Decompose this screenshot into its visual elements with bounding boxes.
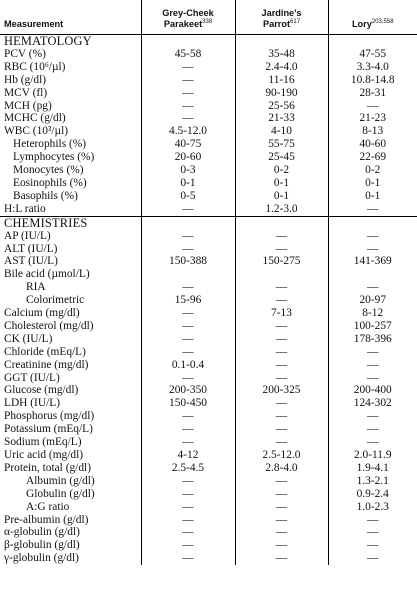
lory-value: —: [328, 100, 417, 113]
jardines-parrot-value: 21-33: [235, 112, 328, 125]
table-row: [0, 552, 417, 565]
grey-cheek-parakeet-value: —: [141, 320, 235, 333]
measurement-label: Colorimetric: [26, 294, 85, 307]
jardines-parrot-value: —: [235, 372, 328, 385]
jardines-parrot-value: 90-190: [235, 87, 328, 100]
lory-value: 2.0-11.9: [328, 449, 417, 462]
jardines-parrot-column-header: [235, 0, 328, 35]
table-row: [0, 397, 417, 410]
grey-cheek-parakeet-value: 0-3: [141, 164, 235, 177]
lory-header-name: Lory: [351, 19, 372, 29]
grey-cheek-parakeet-value: —: [141, 74, 235, 87]
jardines-parrot-value: —: [235, 423, 328, 436]
measurement-label: RBC (10⁶/µl): [4, 60, 66, 73]
lory-value: —: [328, 552, 417, 565]
table-row: [0, 436, 417, 449]
jardines-parrot-value: 0-1: [235, 177, 328, 190]
table-row: [0, 87, 417, 100]
jardines-parrot-value: 1.2-3.0: [235, 203, 328, 216]
table-row: [0, 475, 417, 488]
lory-value: 47-55: [328, 48, 417, 61]
grey-cheek-parakeet-value: —: [141, 539, 235, 552]
measurement-label: Bile acid (µmol/L): [4, 268, 90, 281]
table-row: [0, 177, 417, 190]
measurement-label: Calcium (mg/dl): [4, 307, 80, 320]
lory-column-header: [328, 0, 417, 35]
jardines-parrot-value: —: [235, 475, 328, 488]
jardines-parrot-value: —: [235, 320, 328, 333]
measurement-label: Protein, total (g/dl): [4, 461, 91, 474]
grey-cheek-parakeet-value: 150-450: [141, 397, 235, 410]
grey-cheek-parakeet-value: —: [141, 488, 235, 501]
grey-cheek-parakeet-value: —: [141, 87, 235, 100]
lory-value: —: [328, 281, 417, 294]
lory-value: —: [328, 372, 417, 385]
measurement-label: Albumin (g/dl): [26, 474, 95, 487]
measurement-label: Eosinophils (%): [13, 176, 87, 189]
jardines-parrot-value: —: [235, 436, 328, 449]
jardines-parrot-value: 4-10: [235, 125, 328, 138]
hematology-section-title: HEMATOLOGY: [4, 34, 92, 48]
jardines-parrot-value: 2.8-4.0: [235, 462, 328, 475]
table-row: [0, 488, 417, 501]
jardines-parrot-value: 25-56: [235, 100, 328, 113]
grey-cheek-parakeet-value: —: [141, 372, 235, 385]
grey-cheek-parakeet-value: —: [141, 475, 235, 488]
measurement-label: MCV (fl): [4, 86, 48, 99]
lory-value: —: [328, 514, 417, 527]
table-row: [0, 203, 417, 216]
jardines-parrot-value: 0-1: [235, 190, 328, 203]
grey-cheek-reference: 338: [202, 18, 213, 25]
measurement-label: H:L ratio: [4, 202, 46, 215]
lory-value: 8-13: [328, 125, 417, 138]
grey-cheek-parakeet-value: 4-12: [141, 449, 235, 462]
jardines-reference: 617: [290, 18, 301, 25]
table-row: [0, 294, 417, 307]
measurement-label: Phosphorus (mg/dl): [4, 410, 95, 423]
measurement-label: Sodium (mEq/L): [4, 436, 82, 449]
measurement-label: Heterophils (%): [13, 138, 87, 151]
jardines-parrot-value: 2.5-12.0: [235, 449, 328, 462]
table-row: [0, 164, 417, 177]
grey-cheek-parakeet-value: —: [141, 230, 235, 243]
grey-cheek-parakeet-value: 2.5-4.5: [141, 462, 235, 475]
lory-value: 0.9-2.4: [328, 488, 417, 501]
grey-cheek-parakeet-value: 0-5: [141, 190, 235, 203]
grey-cheek-parakeet-value: —: [141, 307, 235, 320]
table-row: [0, 384, 417, 397]
table-row: [0, 230, 417, 243]
jardines-parrot-value: —: [235, 346, 328, 359]
lory-value: [328, 268, 417, 281]
lory-value: 40-60: [328, 138, 417, 151]
jardines-parrot-value: —: [235, 243, 328, 256]
lory-value: 0-1: [328, 177, 417, 190]
table-row: [0, 449, 417, 462]
grey-cheek-parakeet-value: —: [141, 203, 235, 216]
measurement-label: A:G ratio: [26, 500, 70, 513]
table-row: [0, 346, 417, 359]
table-row: [0, 410, 417, 423]
jardines-parrot-value: —: [235, 333, 328, 346]
grey-cheek-parakeet-value: 40-75: [141, 138, 235, 151]
grey-cheek-parakeet-value: —: [141, 436, 235, 449]
measurement-label: Uric acid (mg/dl): [4, 449, 84, 461]
grey-cheek-header-line2: Parakeet: [163, 19, 203, 29]
lory-value: 178-396: [328, 333, 417, 346]
grey-cheek-parakeet-value: 15-96: [141, 294, 235, 307]
chemistries-section-row: [0, 216, 417, 229]
measurement-label: CK (IU/L): [4, 332, 53, 345]
lory-value: 28-31: [328, 87, 417, 100]
measurement-label: Globulin (g/dl): [26, 487, 95, 500]
table-row: [0, 526, 417, 539]
measurement-label: PCV (%): [4, 47, 46, 60]
table-row: [0, 462, 417, 475]
measurement-label: Pre-albumin (g/dl): [4, 513, 89, 526]
jardines-parrot-value: 0-2: [235, 164, 328, 177]
measurement-label: AP (IU/L): [4, 229, 51, 242]
measurement-label: α-globulin (g/dl): [4, 526, 80, 539]
jardines-parrot-value: —: [235, 410, 328, 423]
hematology-section-row: [0, 35, 417, 48]
table-row: [0, 151, 417, 164]
measurement-label: Monocytes (%): [13, 164, 84, 177]
lory-value: 22-69: [328, 151, 417, 164]
grey-cheek-parakeet-value: —: [141, 410, 235, 423]
lory-value: 100-257: [328, 320, 417, 333]
lory-value: 124-302: [328, 397, 417, 410]
jardines-parrot-value: —: [235, 294, 328, 307]
measurement-label: Basophils (%): [13, 189, 78, 202]
lory-value: 20-97: [328, 294, 417, 307]
jardines-parrot-value: 25-45: [235, 151, 328, 164]
lory-value: 1.9-4.1: [328, 462, 417, 475]
table-row: [0, 501, 417, 514]
jardines-parrot-value: —: [235, 359, 328, 372]
grey-cheek-parakeet-value: —: [141, 243, 235, 256]
table-row: [0, 359, 417, 372]
jardines-header-line2: Parrot: [262, 19, 291, 29]
jardines-parrot-value: —: [235, 552, 328, 565]
grey-cheek-parakeet-value: [141, 268, 235, 281]
table-row: [0, 333, 417, 346]
lory-value: 141-369: [328, 255, 417, 268]
table-row: [0, 372, 417, 385]
measurement-label: Lymphocytes (%): [13, 151, 95, 164]
lory-value: 1.3-2.1: [328, 475, 417, 488]
lory-value: —: [328, 423, 417, 436]
grey-cheek-parakeet-value: —: [141, 61, 235, 74]
jardines-parrot-value: —: [235, 514, 328, 527]
measurement-column-header: Measurement: [0, 0, 141, 35]
lory-value: —: [328, 410, 417, 423]
grey-cheek-parakeet-value: —: [141, 501, 235, 514]
lory-value: —: [328, 539, 417, 552]
measurement-label: Cholesterol (mg/dl): [4, 319, 94, 332]
measurement-label: MCHC (g/dl): [4, 112, 66, 125]
lory-value: —: [328, 526, 417, 539]
grey-cheek-parakeet-value: —: [141, 423, 235, 436]
chemistries-section-title: CHEMISTRIES: [0, 216, 141, 229]
grey-cheek-parakeet-value: 0-1: [141, 177, 235, 190]
lory-value: 0-2: [328, 164, 417, 177]
grey-cheek-parakeet-value: —: [141, 112, 235, 125]
grey-cheek-parakeet-value: 4.5-12.0: [141, 125, 235, 138]
grey-cheek-parakeet-value: —: [141, 100, 235, 113]
jardines-parrot-value: 55-75: [235, 138, 328, 151]
lory-value: 21-23: [328, 112, 417, 125]
measurement-label: WBC (10³/µl): [4, 125, 69, 138]
table-row: [0, 61, 417, 74]
table-row: [0, 48, 417, 61]
measurement-label: Potassium (mEq/L): [4, 423, 93, 436]
table-row: [0, 423, 417, 436]
table-row: [0, 268, 417, 281]
lory-value: 0-1: [328, 190, 417, 203]
jardines-parrot-value: 7-13: [235, 307, 328, 320]
measurement-label: Creatinine (mg/dl): [4, 358, 89, 371]
table-row: [0, 281, 417, 294]
jardines-header-line1: Jardine’s: [261, 8, 302, 18]
jardines-parrot-value: 2.4-4.0: [235, 61, 328, 74]
jardines-parrot-value: —: [235, 230, 328, 243]
lory-value: —: [328, 359, 417, 372]
table-row: [0, 125, 417, 138]
measurement-label: Hb (g/dl): [4, 73, 47, 86]
grey-cheek-parakeet-value: 200-350: [141, 384, 235, 397]
measurement-label: RIA: [26, 281, 46, 294]
table-row: [0, 255, 417, 268]
measurement-label: ALT (IU/L): [4, 242, 58, 255]
grey-cheek-parakeet-value: —: [141, 514, 235, 527]
jardines-parrot-value: 150-275: [235, 255, 328, 268]
lory-value: 200-400: [328, 384, 417, 397]
lory-value: —: [328, 346, 417, 359]
jardines-parrot-value: —: [235, 501, 328, 514]
table-row: [0, 190, 417, 203]
measurement-label: γ-globulin (g/dl): [4, 552, 79, 565]
lory-value: 1.0-2.3: [328, 501, 417, 514]
jardines-parrot-value: —: [235, 397, 328, 410]
grey-cheek-parakeet-value: —: [141, 526, 235, 539]
lory-value: —: [328, 436, 417, 449]
grey-cheek-parakeet-value: —: [141, 333, 235, 346]
lory-value: 8-12: [328, 307, 417, 320]
lory-value: —: [328, 230, 417, 243]
header-row: [0, 0, 417, 35]
grey-cheek-parakeet-value: —: [141, 346, 235, 359]
table-row: [0, 100, 417, 113]
grey-cheek-parakeet-value: 20-60: [141, 151, 235, 164]
jardines-parrot-value: 200-325: [235, 384, 328, 397]
grey-cheek-parakeet-value: 150-388: [141, 255, 235, 268]
table-row: [0, 320, 417, 333]
jardines-parrot-value: —: [235, 281, 328, 294]
measurement-label: AST (IU/L): [4, 255, 58, 268]
jardines-parrot-value: [235, 268, 328, 281]
measurement-label: MCH (pg): [4, 99, 52, 112]
jardines-parrot-value: —: [235, 526, 328, 539]
measurement-label: β-globulin (g/dl): [4, 539, 80, 552]
lory-value: 3.3-4.0: [328, 61, 417, 74]
table-row: [0, 514, 417, 527]
grey-cheek-parakeet-value: 45-58: [141, 48, 235, 61]
table-row: [0, 112, 417, 125]
table-row: [0, 539, 417, 552]
measurement-label: LDH (IU/L): [4, 397, 60, 410]
lory-value: —: [328, 243, 417, 256]
lory-reference: 203,558: [371, 18, 394, 25]
table-row: [0, 74, 417, 87]
lory-value: —: [328, 203, 417, 216]
measurement-label: Glucose (mg/dl): [4, 384, 79, 397]
jardines-parrot-value: 35-48: [235, 48, 328, 61]
table-row: [0, 138, 417, 151]
table-body: [0, 35, 417, 566]
jardines-parrot-value: —: [235, 539, 328, 552]
grey-cheek-parakeet-value: —: [141, 552, 235, 565]
measurement-label: GGT (IU/L): [4, 371, 60, 384]
jardines-parrot-value: —: [235, 488, 328, 501]
table-row: [0, 307, 417, 320]
grey-cheek-parakeet-value: —: [141, 281, 235, 294]
measurement-label: Chloride (mEq/L): [4, 345, 86, 358]
grey-cheek-header-line1: Grey-Cheek: [162, 8, 214, 18]
grey-cheek-parakeet-value: 0.1-0.4: [141, 359, 235, 372]
table-row: [0, 243, 417, 256]
lory-value: 10.8-14.8: [328, 74, 417, 87]
jardines-parrot-value: 11-16: [235, 74, 328, 87]
grey-cheek-parakeet-column-header: [141, 0, 235, 35]
